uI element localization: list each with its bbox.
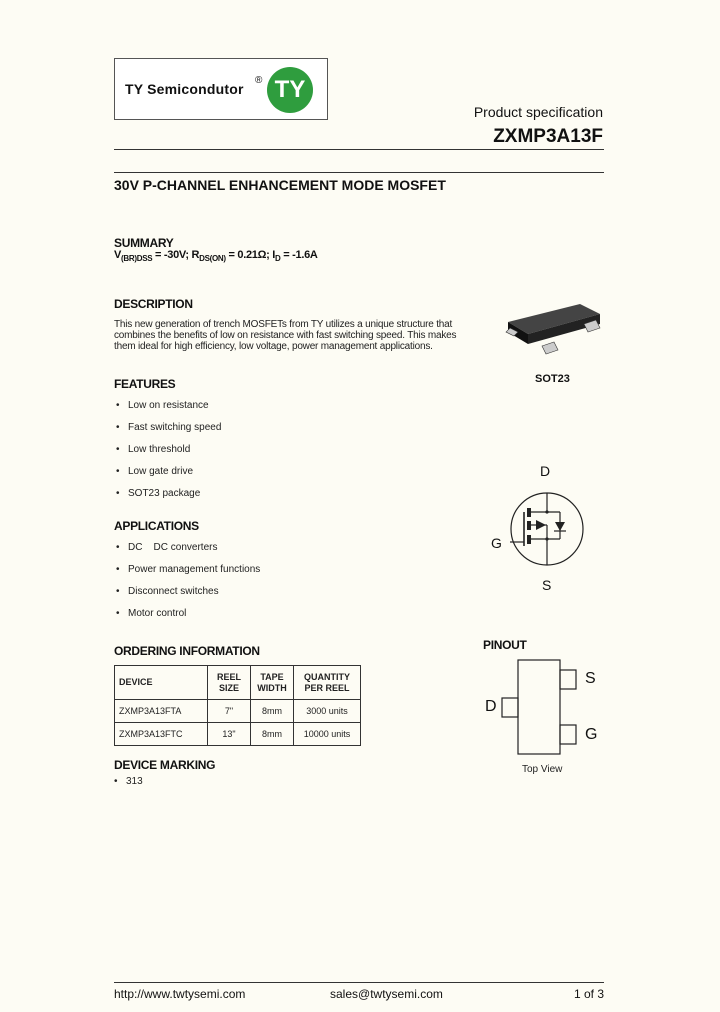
logo-mark: TY: [274, 76, 306, 103]
header-rule: [114, 149, 604, 150]
marking-heading: DEVICE MARKING: [114, 758, 216, 772]
feature-text: Fast switching speed: [128, 422, 222, 433]
description-text: This new generation of trench MOSFETs from TY utilizes a unique structure that combines the benefits of low on resistance with fast switching speed. This makes them ideal for high efficiency, low voltage, power management applications.: [114, 319, 457, 352]
mosfet-symbol-icon: [502, 484, 592, 574]
symbol-gate-label: G: [491, 535, 502, 551]
page-title: 30V P-CHANNEL ENHANCEMENT MODE MOSFET: [114, 177, 446, 193]
table-row: [115, 700, 361, 723]
symbol-drain-label: D: [540, 463, 551, 479]
cell-tape: 8mm: [251, 723, 294, 746]
summary-heading: SUMMARY: [114, 236, 174, 250]
ordering-heading: ORDERING INFORMATION: [114, 644, 260, 658]
table-row: [115, 723, 361, 746]
page-number: 1 of 3: [573, 987, 604, 1001]
table-header-row: [115, 666, 361, 700]
doc-type: Product specification: [473, 104, 603, 120]
package-label: SOT23: [535, 373, 570, 385]
part-number: ZXMP3A13F: [493, 126, 603, 147]
feature-item: • Fast switching speed: [116, 422, 222, 433]
cell-tape: 8mm: [251, 700, 294, 723]
features-heading: FEATURES: [114, 377, 176, 391]
cell-reel: 7": [208, 700, 251, 723]
col-tape-width: TAPE WIDTH: [251, 666, 294, 700]
application-text: Disconnect switches: [128, 586, 219, 597]
pinout-g-label: G: [585, 726, 598, 743]
description-heading: DESCRIPTION: [114, 297, 193, 311]
pinout-caption: Top View: [522, 764, 563, 775]
sot23-package-image: [500, 288, 606, 360]
cell-quantity: 10000 units: [294, 723, 361, 746]
cell-device: ZXMP3A13FTA: [115, 700, 208, 723]
feature-text: Low threshold: [128, 444, 191, 455]
feature-text: Low on resistance: [128, 400, 209, 411]
cell-device: ZXMP3A13FTC: [115, 723, 208, 746]
application-item: • Motor control: [116, 608, 187, 619]
feature-text: Low gate drive: [128, 466, 194, 477]
title-rule: [114, 172, 604, 173]
symbol-source-label: S: [542, 577, 552, 593]
col-quantity: QUANTITY PER REEL: [294, 666, 361, 700]
summary-formatted: $V_{(BR)DSS} = -30V$; $R_{DS(ON)} = 0.21\Omega$; $I_D = -1.6A$: [114, 249, 318, 264]
ordering-table: [114, 665, 361, 746]
applications-heading: APPLICATIONS: [114, 519, 199, 533]
application-text: Motor control: [128, 608, 187, 619]
cell-reel: 13": [208, 723, 251, 746]
pinout-diagram-icon: [498, 658, 580, 758]
marking-item: • 313: [114, 776, 143, 787]
feature-item: • Low on resistance: [116, 400, 209, 411]
application-text: DC DC converters: [128, 542, 218, 553]
logo-text: TY Semicondutor: [125, 81, 244, 97]
marking-value: 313: [126, 776, 143, 787]
cell-quantity: 3000 units: [294, 700, 361, 723]
feature-text: SOT23 package: [128, 488, 201, 499]
pinout-heading: PINOUT: [483, 638, 527, 652]
col-device: DEVICE: [115, 666, 208, 700]
footer-website-link[interactable]: http://www.twtysemi.com: [114, 987, 246, 1001]
feature-item: • Low threshold: [116, 444, 191, 455]
application-text: Power management functions: [128, 564, 261, 575]
application-item: • Power management functions: [116, 564, 261, 575]
pinout-s-label: S: [585, 670, 596, 687]
pinout-d-label: D: [485, 698, 497, 715]
feature-item: • Low gate drive: [116, 466, 194, 477]
footer-rule: [114, 982, 604, 983]
registered-mark: ®: [255, 75, 263, 86]
application-item: • Disconnect switches: [116, 586, 219, 597]
col-reel-size: REEL SIZE: [208, 666, 251, 700]
application-item: • DC DC converters: [116, 542, 218, 553]
feature-item: • SOT23 package: [116, 488, 201, 499]
company-logo: [114, 58, 328, 120]
footer-email-link[interactable]: sales@twtysemi.com: [330, 987, 443, 1001]
